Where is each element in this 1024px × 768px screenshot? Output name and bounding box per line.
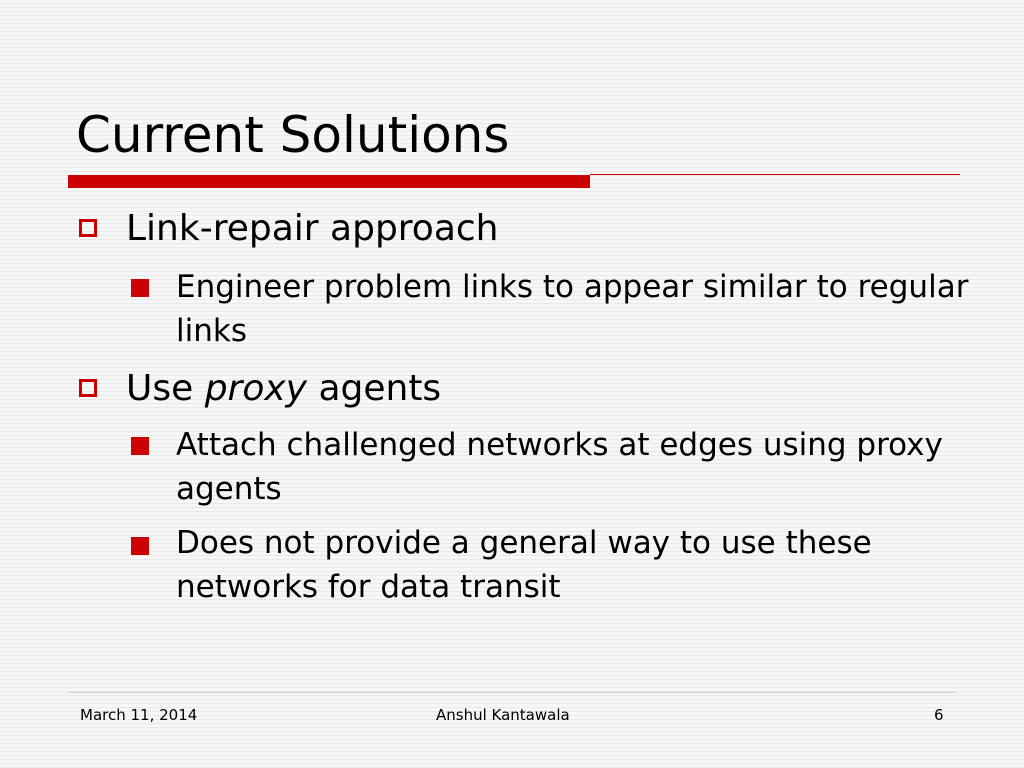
sub-bullet-no-general-way: Does not provide a general way to use these networks for data transit [176, 525, 872, 605]
slide-title: Current Solutions [76, 106, 510, 164]
title-underline-bar [68, 175, 590, 188]
footer-date: March 11, 2014 [80, 706, 198, 724]
bullet-link-repair: Link-repair approach [126, 208, 499, 249]
filled-square-bullet-icon [131, 279, 149, 297]
bullet-text-italic: proxy [204, 368, 307, 409]
footer-divider [68, 692, 956, 693]
filled-square-bullet-icon [131, 537, 149, 555]
hollow-square-bullet-icon [79, 219, 97, 237]
footer-author: Anshul Kantawala [436, 706, 570, 724]
sub-bullet-attach-networks: Attach challenged networks at edges using proxy agents [176, 427, 943, 507]
footer-page-number: 6 [934, 706, 944, 724]
hollow-square-bullet-icon [79, 379, 97, 397]
title-underline-rule [590, 174, 960, 175]
filled-square-bullet-icon [131, 437, 149, 455]
bullet-text-start: Use [126, 368, 205, 409]
bullet-proxy-agents [126, 367, 441, 411]
bullet-text-end: agents [307, 368, 442, 409]
sub-bullet-engineer-links: Engineer problem links to appear similar to regular links [176, 269, 969, 349]
